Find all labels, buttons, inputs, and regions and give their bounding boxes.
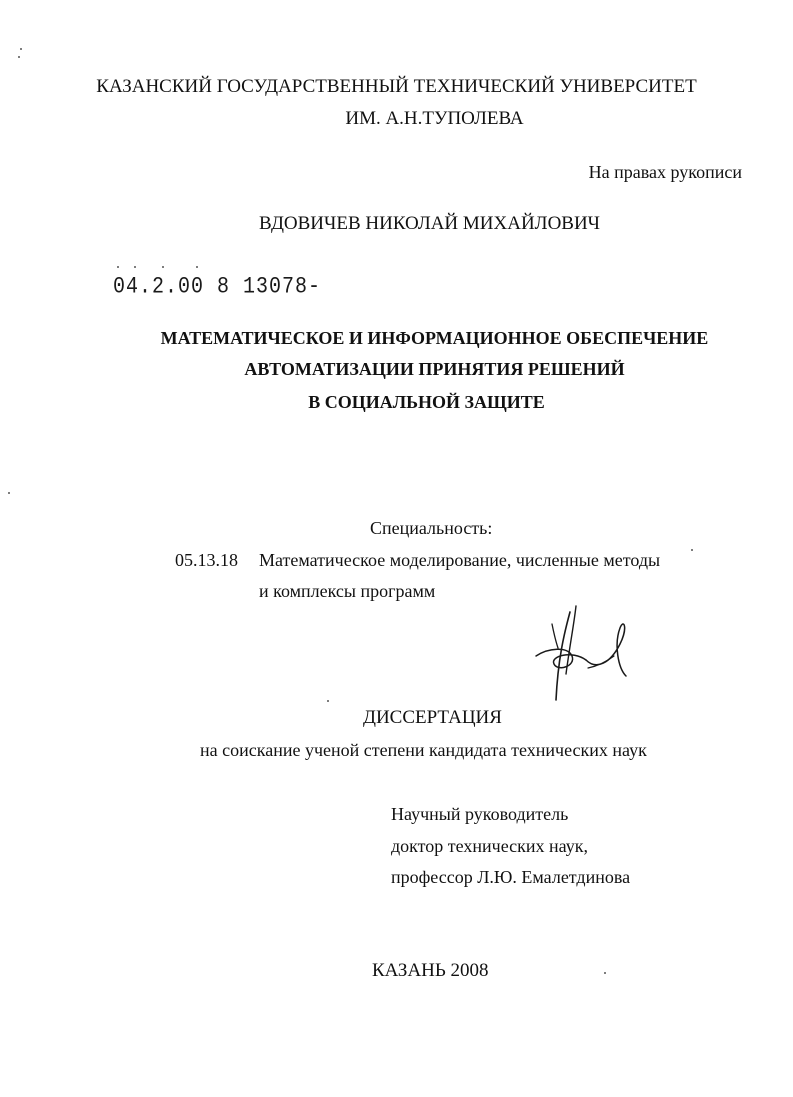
scan-speck	[18, 56, 20, 58]
specialty-code: 05.13.18	[175, 550, 238, 570]
dissertation-subtitle: на соискание ученой степени кандидата технических наук	[200, 740, 647, 760]
scan-speck	[327, 700, 329, 702]
specialty-label: Специальность:	[370, 518, 493, 538]
registration-stamp-number: 04.2.00 8 13078-	[113, 274, 322, 301]
scan-speck	[691, 549, 693, 551]
scan-speck	[117, 266, 119, 268]
university-name-line1: КАЗАНСКИЙ ГОСУДАРСТВЕННЫЙ ТЕХНИЧЕСКИЙ УНИВЕРСИТЕТ	[96, 76, 697, 97]
university-name-line2: ИМ. А.Н.ТУПОЛЕВА	[345, 108, 524, 129]
specialty-name-line2: и комплексы программ	[259, 581, 436, 601]
supervisor-label: Научный руководитель	[391, 804, 569, 824]
dissertation-title-line1: МАТЕМАТИЧЕСКОЕ И ИНФОРМАЦИОННОЕ ОБЕСПЕЧЕНИЕ	[160, 328, 709, 348]
dissertation-title-line2: АВТОМАТИЗАЦИИ ПРИНЯТИЯ РЕШЕНИЙ	[244, 359, 625, 379]
author-name: ВДОВИЧЕВ НИКОЛАЙ МИХАЙЛОВИЧ	[259, 213, 601, 234]
scan-speck	[162, 266, 164, 268]
specialty-name-line1: Математическое моделирование, численные методы	[259, 550, 661, 570]
scan-speck	[134, 266, 136, 268]
scan-speck	[20, 48, 22, 50]
dissertation-title-line3: В СОЦИАЛЬНОЙ ЗАЩИТЕ	[308, 392, 545, 412]
manuscript-rights-label: На правах рукописи	[588, 162, 742, 182]
supervisor-degree: доктор технических наук,	[391, 836, 588, 856]
scan-speck	[604, 972, 606, 974]
scan-speck	[196, 266, 198, 268]
city-year: КАЗАНЬ 2008	[372, 960, 489, 981]
scan-speck	[8, 492, 10, 494]
supervisor-name: профессор Л.Ю. Емалетдинова	[391, 867, 631, 887]
dissertation-heading: ДИССЕРТАЦИЯ	[363, 707, 502, 728]
handwritten-signature	[528, 604, 638, 704]
